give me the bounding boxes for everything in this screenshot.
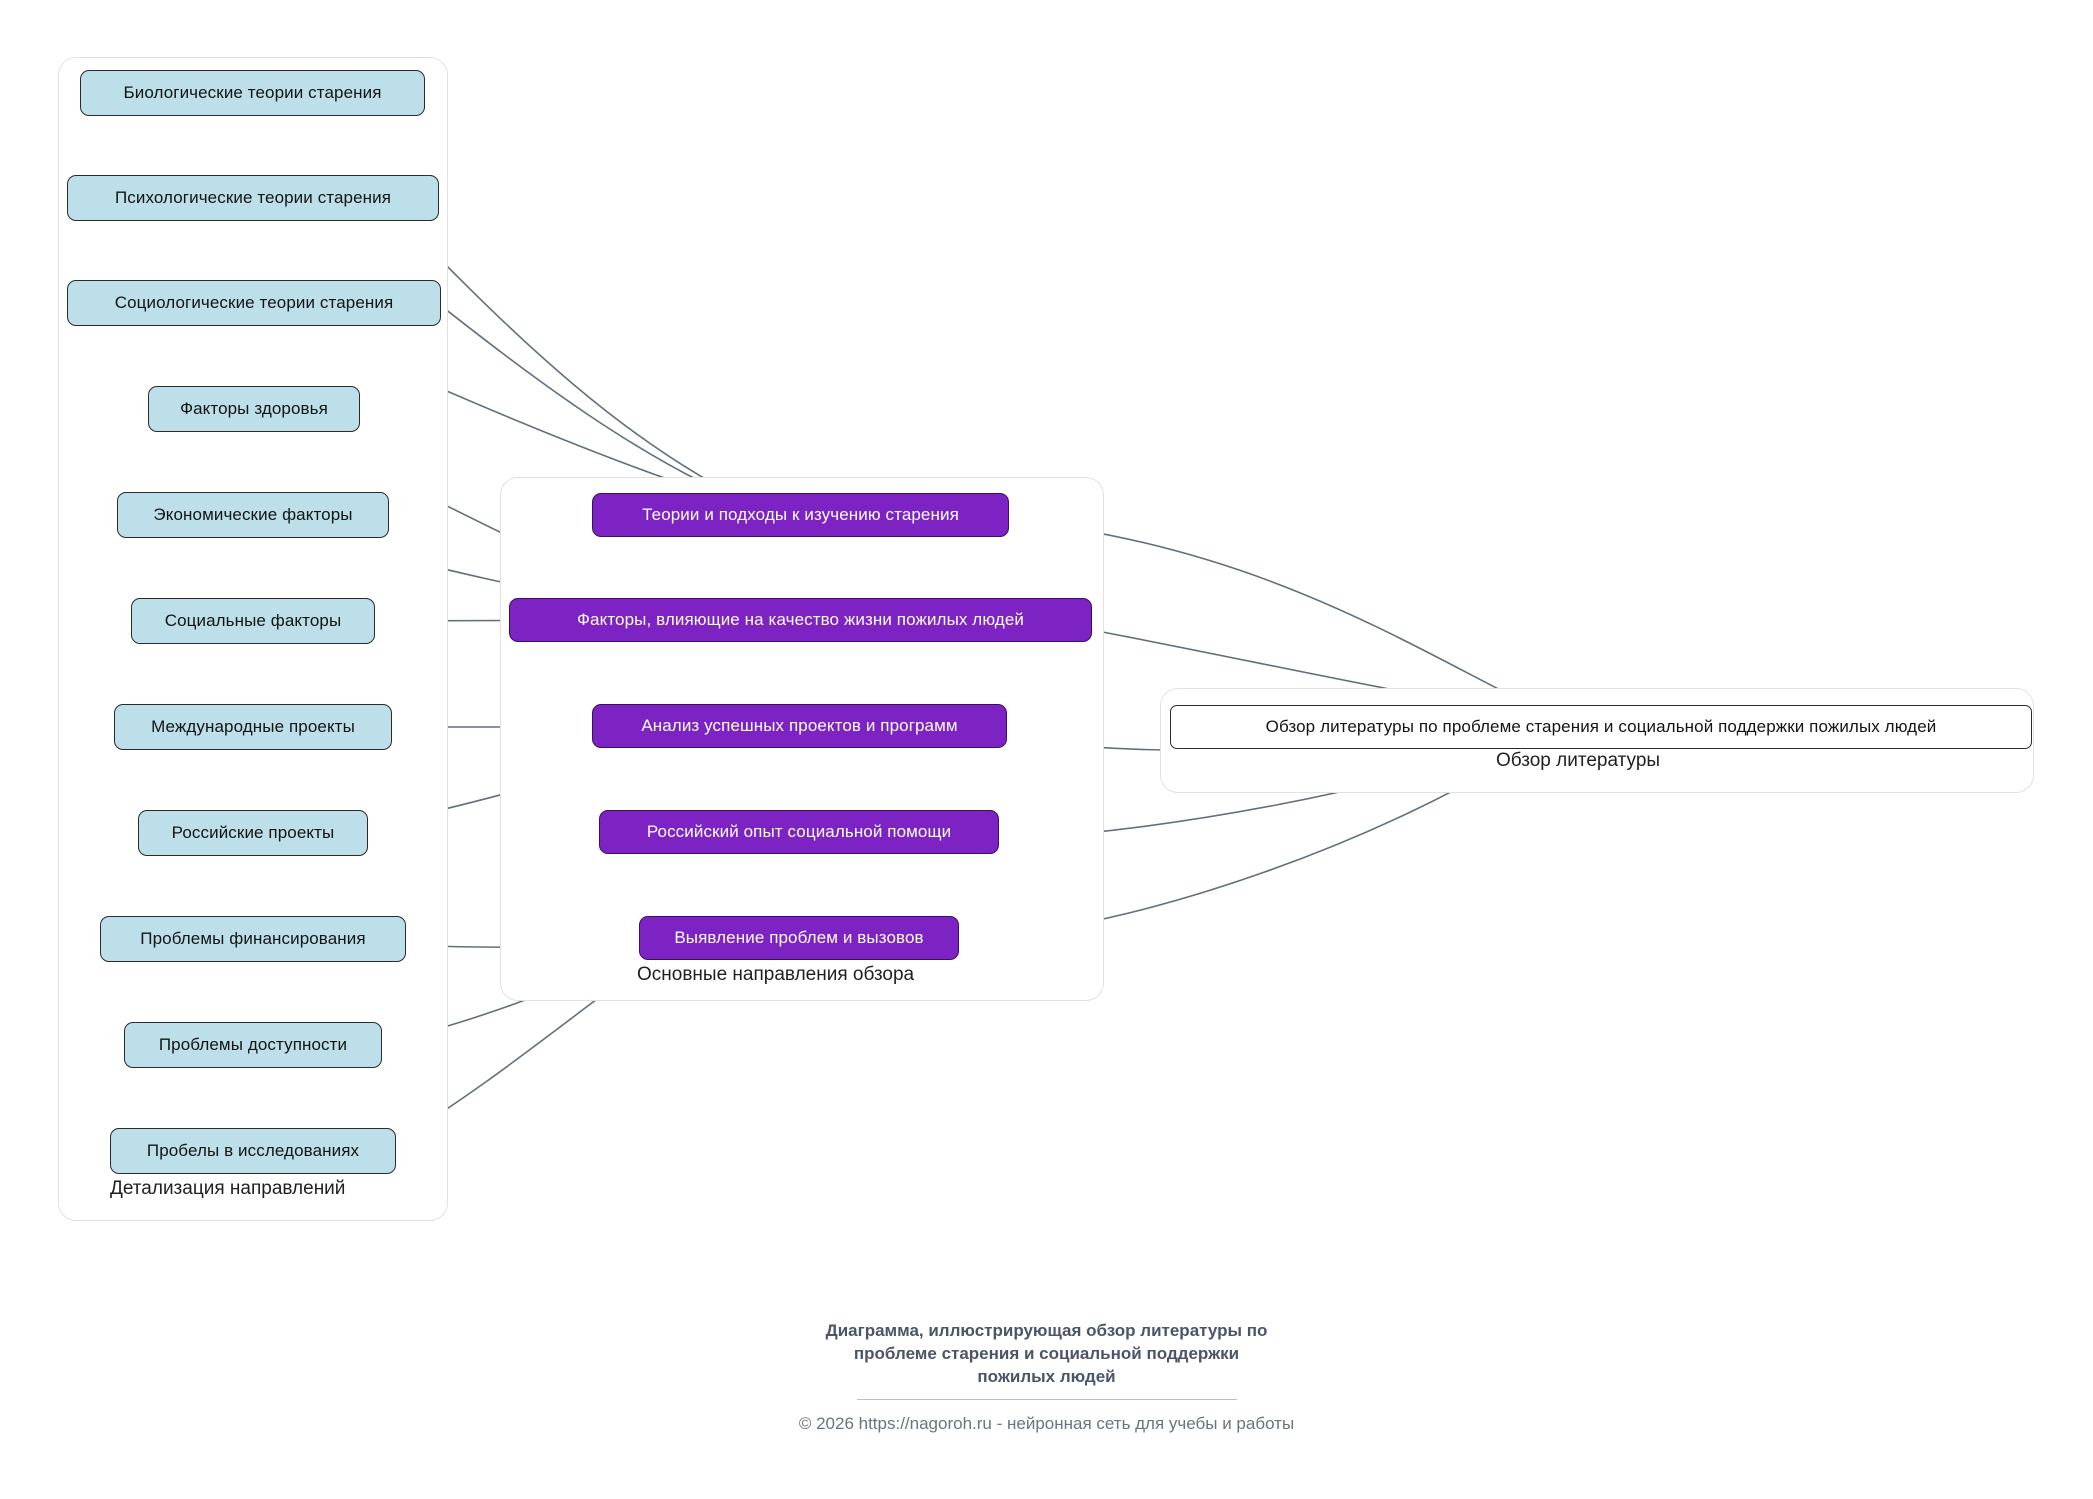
caption-divider (857, 1399, 1237, 1400)
node-economic-factors[interactable] (117, 492, 389, 538)
node-label: Обзор литературы по проблеме старения и социальной поддержки пожилых людей (1265, 717, 1937, 736)
node-successful-projects-analysis[interactable] (592, 704, 1007, 748)
node-label: Выявление проблем и вызовов (674, 928, 924, 947)
caption-title (0, 1320, 2093, 1389)
node-label: Экономические факторы (153, 505, 353, 524)
node-research-gaps[interactable] (110, 1128, 396, 1174)
node-social-factors[interactable] (131, 598, 375, 644)
node-label: Российские проекты (171, 823, 335, 842)
node-quality-of-life-factors[interactable] (509, 598, 1092, 642)
node-sociological-theories[interactable] (67, 280, 441, 326)
node-label: Факторы здоровья (180, 399, 328, 418)
node-problems-and-challenges[interactable] (639, 916, 959, 960)
node-label: Российский опыт социальной помощи (646, 822, 952, 841)
caption-credit: © 2026 https://nagoroh.ru - нейронная сеть для учебы и работы (798, 1413, 1295, 1433)
node-health-factors[interactable] (148, 386, 360, 432)
node-label: Теории и подходы к изучению старения (642, 505, 959, 524)
cluster-details-label: Детализация направлений (110, 1178, 346, 1199)
node-label: Социологические теории старения (114, 293, 394, 312)
node-accessibility-problems[interactable] (124, 1022, 382, 1068)
node-russian-social-aid-experience[interactable] (599, 810, 999, 854)
node-label: Анализ успешных проектов и программ (641, 716, 958, 735)
node-label: Факторы, влияющие на качество жизни пожилых людей (577, 610, 1024, 629)
caption-title-line2: проблеме старения и социальной поддержки (853, 1343, 1240, 1363)
node-label: Проблемы финансирования (140, 929, 366, 948)
caption-title-line1: Диаграмма, иллюстрирующая обзор литературы по (825, 1321, 1268, 1340)
node-international-projects[interactable] (114, 704, 392, 750)
node-label: Проблемы доступности (158, 1035, 348, 1054)
node-label: Биологические теории старения (123, 83, 382, 102)
node-label: Пробелы в исследованиях (146, 1141, 360, 1160)
node-russian-projects[interactable] (138, 810, 368, 856)
node-label: Социальные факторы (164, 611, 342, 630)
node-theories-approaches[interactable] (592, 493, 1009, 537)
cluster-main-label: Основные направления обзора (637, 964, 915, 985)
figure-caption (0, 1320, 2093, 1434)
node-literature-review-root[interactable] (1170, 705, 2032, 749)
node-label: Психологические теории старения (114, 188, 392, 207)
node-biological-theories[interactable] (80, 70, 425, 116)
node-psychological-theories[interactable] (67, 175, 439, 221)
cluster-root-label: Обзор литературы (1496, 750, 1661, 771)
caption-title-line3: пожилых людей (977, 1366, 1116, 1386)
node-financing-problems[interactable] (100, 916, 406, 962)
node-label: Международные проекты (151, 717, 355, 736)
